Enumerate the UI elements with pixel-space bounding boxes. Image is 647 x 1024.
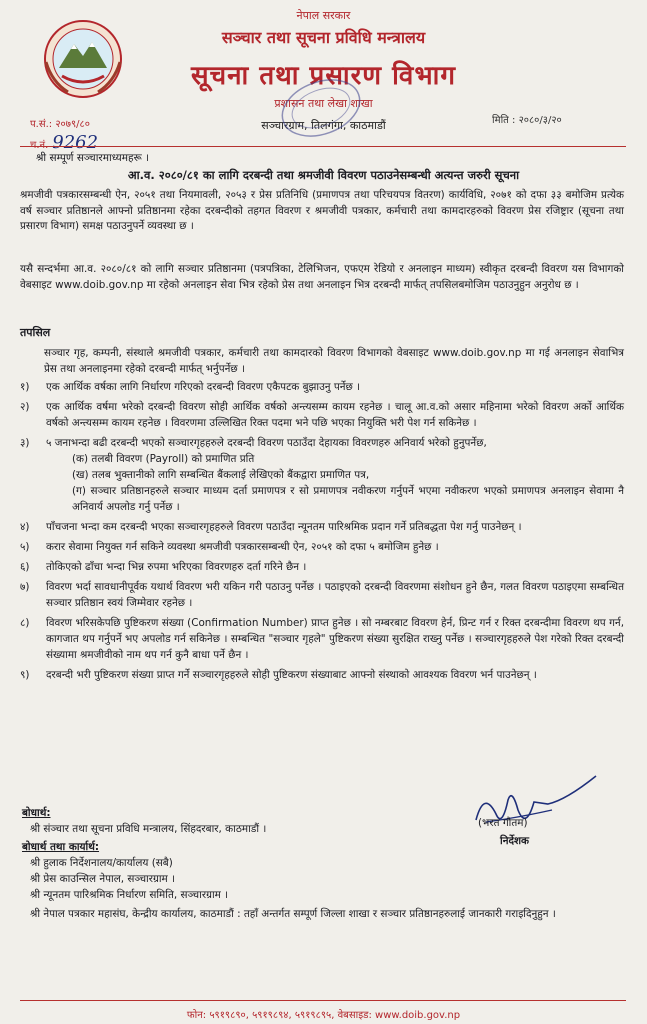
list-item: [20, 667, 624, 683]
item-number: ९): [20, 669, 30, 681]
item-text: करार सेवामा नियुक्त गर्न सकिने व्यवस्था श्रमजीवी पत्रकारसम्बन्धी ऐन, २०५१ को दफा ५ बमोजिम हुनेछ ।: [46, 541, 439, 553]
item-number: ७): [20, 581, 30, 593]
cc-line-last: श्री नेपाल पत्रकार महासंघ, केन्द्रीय कार्यालय, काठमाडौं : तहाँ अन्तर्गत सम्पूर्ण जिल्ला शाखा र सञ्चार प्रतिष्ठानहरुलाई जानकारी गराइदिनुहुन ।: [30, 908, 556, 920]
letter-date: मिति : २०८०/३/२०: [492, 115, 562, 126]
cc-line: श्री न्यूनतम पारिश्रमिक निर्धारण समिति, सञ्चारग्राम ।: [30, 889, 229, 901]
item-text: दरबन्दी भरी पुष्टिकरण संख्या प्राप्त गर्ने सञ्चारगृहहरुले सोही पुष्टिकरण संख्याबाट आफ्नो संस्थाको आवश्यक विवरण भर्न पाउनेछन् ।: [46, 669, 537, 681]
list-item: [20, 615, 624, 663]
list-item: [20, 539, 624, 555]
cc-line: श्री प्रेस काउन्सिल नेपाल, सञ्चारग्राम ।: [30, 873, 176, 885]
subject-line: आ.व. २०८०/८१ का लागि दरबन्दी तथा श्रमजीवी विवरण पठाउनेसम्बन्धी अत्यन्त जरुरी सूचना: [127, 168, 520, 182]
dispatch-label: च.नं.: [30, 140, 49, 151]
item-number: ३): [20, 437, 30, 449]
item-text: एक आर्थिक वर्षका लागि निर्धारण गरिएको दरबन्दी विवरण एकैपटक बुझाउनु पर्नेछ ।: [46, 381, 361, 393]
department-title: सूचना तथा प्रसारण विभाग: [191, 61, 456, 91]
item-number: १): [20, 381, 30, 393]
item-text-group: [46, 435, 624, 515]
bodharth-line: श्री संञ्चार तथा सूचना प्रविधि मन्त्रालय, सिंहदरबार, काठमाडौं ।: [30, 823, 267, 835]
item-text: एक आर्थिक वर्षमा भरेको दरबन्दी विवरण सोही आर्थिक वर्षको अन्त्यसम्म कायम रहनेछ । चालू आ.व.को असार महिनामा भरेको विवरण अर्को आर्थिक वर्षको अन्त्यसम्म कायम रहनेछ । विवरणमा उल्लिखित रिक्त पदमा भने पछि भएका नियुक्ति भरी पेश गर्न सकिनेछ ।: [46, 401, 624, 429]
office-location: सञ्चारग्राम, तिलगंगा, काठमाडौं: [261, 119, 386, 132]
government-title: नेपाल सरकार: [296, 9, 351, 22]
item-text: विवरण भरिसकेपछि पुष्टिकरण संख्या (Confirmation Number) प्राप्त हुनेछ । सो नम्बरबाट विवरण हेर्न, प्रिन्ट गर्न र रिक्त दरबन्दीमा विवरण थप गर्न, कागजात थप गर्नुपर्ने भए अपलोड गर्न सकिनेछ । सम्बन्धित "सञ्चार गृहले" पुष्टिकरण संख्या सुरक्षित राख्नु पर्नेछ । सञ्चारगृहहरुले पेश गरेको रिक्त दरबन्दी संख्यामा श्रमजीवीको नाम थप गर्न कुनै बाधा पर्ने छैन ।: [46, 617, 624, 661]
letter-reference-number: प.सं.: २०७९/८०: [30, 119, 90, 130]
footer-contact: फोन: ५९१९८९०, ५९१९८९४, ५९१९८९५, वेबसाइड: www.doib.gov.np: [186, 1010, 461, 1021]
item-text: ५ जनाभन्दा बढी दरबन्दी भएको सञ्चारगृहहरुले दरबन्दी विवरण पठाउँदा देहायका विवरणहरु अनिवार्य भरेको हुनुपर्नेछ,: [46, 437, 487, 449]
bodharth-heading: बोधार्थ:: [22, 807, 51, 819]
list-item: [20, 399, 624, 431]
item-number: ८): [20, 617, 30, 629]
director-signature: [456, 770, 606, 850]
ministry-title: सञ्चार तथा सूचना प्रविधि मन्त्रालय: [221, 28, 426, 47]
item-number: ६): [20, 561, 30, 573]
item-number: ५): [20, 541, 30, 553]
list-item: [20, 519, 624, 535]
addressee: श्री सम्पूर्ण सञ्चारमाध्यमहरू ।: [36, 152, 150, 164]
sub-item: (ग) सञ्चार प्रतिष्ठानहरुले सञ्चार माध्यम दर्ता प्रमाणपत्र र सो प्रमाणपत्र नवीकरण गर्नुपर्ने भएमा नवीकरण भएको प्रमाणपत्र अनलाइन सेवामा नै अनिवार्य अपलोड गर्नु पर्नेछ ।: [72, 485, 624, 513]
item-text: तोकिएको ढाँचा भन्दा भिन्न रुपमा भरिएका विवरणहरु दर्ता गरिने छैन ।: [46, 561, 307, 573]
signatory-name: (भरत गौतम): [478, 817, 528, 829]
branch-title: प्रशासन तथा लेखा शाखा: [274, 97, 373, 110]
footer-divider: [20, 1000, 626, 1001]
dispatch-number: [30, 132, 98, 153]
item-text: विवरण भर्दा सावधानीपूर्वक यथार्थ विवरण भरी यकिन गरी पठाउनु पर्नेछ । पठाइएको दरबन्दी विवरणमा संशोधन हुने छैन, गलत विवरण पठाइएमा सम्बन्धित सञ्चार प्रतिष्ठान स्वयं जिम्मेवार रहनेछ ।: [46, 581, 624, 609]
dispatch-value: 9262: [52, 132, 99, 153]
list-item: [20, 559, 624, 575]
cc-line: श्री हुलाक निर्देशनालय/कार्यालय (सबै): [30, 857, 173, 869]
list-item: [20, 579, 624, 611]
bodharth-karyarth-heading: बोधार्थ तथा कार्यार्थ:: [22, 841, 100, 853]
body-paragraph-2: यसै सन्दर्भमा आ.व. २०८०/८१ को लागि सञ्चार प्रतिष्ठानमा (पत्रपत्रिका, टेलिभिजन, एफएम रेडियो र अनलाइन माध्यम) स्वीकृत दरबन्दी विवरण यस विभागको वेबसाइट www.doib.gov.np मा रहेको अनलाइन सेवा भित्र रहेको प्रेस तथा अनलाइन भित्र दरबन्दी मार्फत् तपसिलबमोजिम पठाउनुहुन अनुरोध छ ।: [20, 263, 624, 291]
tapasil-heading: तपसिल: [20, 326, 51, 339]
sub-item: (ख) तलब भुक्तानीको लागि सम्बन्धित बैंकलाई लेखिएको बैंकद्वारा प्रमाणित पत्र,: [72, 469, 370, 481]
header-divider: [20, 146, 626, 147]
item-number: ४): [20, 521, 30, 533]
tapasil-list: [20, 379, 624, 687]
body-paragraph-1: श्रमजीवी पत्रकारसम्बन्धी ऐन, २०५१ तथा नियमावली, २०५३ र प्रेस प्रतिनिधि (प्रमाणपत्र तथा परिचयपत्र वितरण) कार्यविधि, २०७१ को दफा ३३ बमोजिम प्रत्येक वर्ष सञ्चार प्रतिष्ठानले आफ्नो प्रतिष्ठानमा रहेका दरबन्दीको तहगत विवरण र श्रमजीवी पत्रकार, कर्मचारी तथा कामदारहरुको विवरण प्रेस रजिष्ट्रार (सूचना तथा प्रसारण विभाग) समक्ष पठाउनुपर्ने व्यवस्था छ ।: [20, 189, 624, 233]
list-item: [20, 435, 624, 515]
signatory-title: निर्देशक: [500, 835, 530, 847]
office-stamp: [276, 78, 366, 138]
list-item: [20, 379, 624, 395]
item-text: पाँचजना भन्दा कम दरबन्दी भएका सञ्चारगृहहरुले विवरण पठाउँदा न्यूनतम पारिश्रमिक प्रदान गर्ने प्रतिबद्धता पेश गर्नु पाउनेछन् ।: [46, 521, 522, 533]
sub-item: (क) तलबी विवरण (Payroll) को प्रमाणित प्रति: [72, 453, 255, 465]
tapasil-intro: सञ्चार गृह, कम्पनी, संस्थाले श्रमजीवी पत्रकार, कर्मचारी तथा कामदारको विवरण विभागको वेबसाइट www.doib.gov.np मा गई अनलाइन सेवाभित्र प्रेस तथा अनलाइनमा रहेको दरबन्दी मार्फत् भर्नुपर्नेछ ।: [44, 347, 624, 375]
item-number: २): [20, 401, 30, 413]
